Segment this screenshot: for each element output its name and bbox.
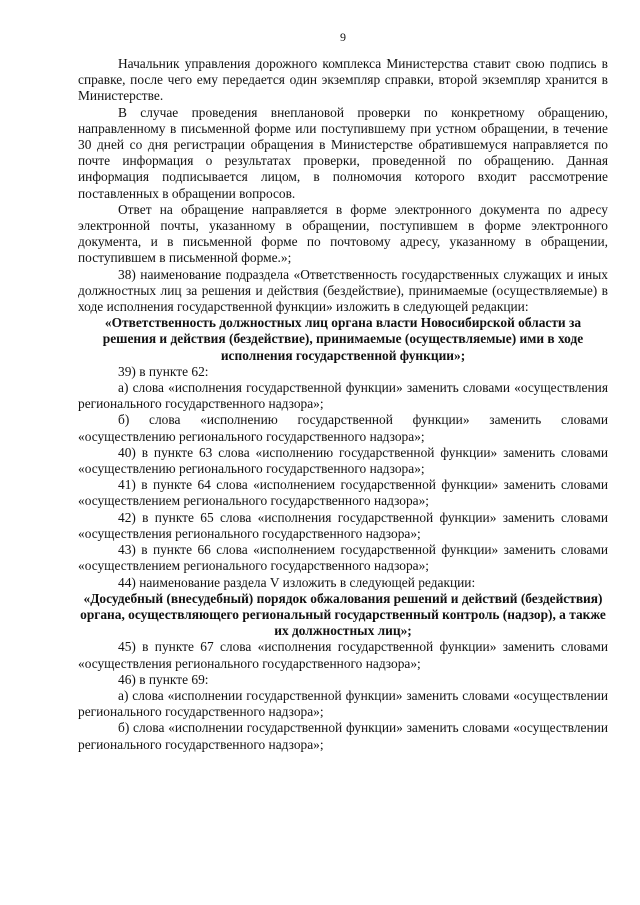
paragraph-item-39a: а) слова «исполнения государственной функции» заменить словами «осуществления регионального государственного надзора»; [78,380,608,412]
paragraph-item-42: 42) в пункте 65 слова «исполнения государственной функции» заменить словами «осуществления регионального государственного надзора»; [78,509,608,541]
paragraph-item-39: 39) в пункте 62: [118,363,209,379]
paragraph-unscheduled-inspection: В случае проведения внеплановой проверки по конкретному обращению, направленному в письменной форме или поступившему при устном обращении, в течение 30 дней со дня регистрации обращения в Министерстве обратившемуся направляется по почте информация о результатах проверки, проведенной по обращению. Данная информация подписывается лицом, в полномочия которого входит рассмотрение поставленных в обращении вопросов. [78,104,608,201]
paragraph-item-43: 43) в пункте 66 слова «исполнением государственной функции» заменить словами «осуществлением регионального государственного надзора»; [78,542,608,574]
heading-pretrial-appeal: «Досудебный (внесудебный) порядок обжалования решений и действий (бездействия) органа, осуществляющего региональный государственный контроль (надзор), а также их должностных лиц»; [80,590,606,639]
page-number: 9 [340,30,346,44]
paragraph-item-41: 41) в пункте 64 слова «исполнением государственной функции» заменить словами «осуществлением регионального государственного надзора»; [78,477,608,509]
paragraph-item-39b: б) слова «исполнению государственной функции» заменить словами «осуществлению регионального государственного надзора»; [78,412,608,444]
paragraph-signature: Начальник управления дорожного комплекса Министерства ставит свою подпись в справке, после чего ему передается один экземпляр справки, второй экземпляр хранится в Министерстве. [78,56,608,104]
heading-responsibility: «Ответственность должностных лиц органа власти Новосибирской области за решения и действия (бездействие), принимаемые (осуществляемые) ими в ходе исполнения государственной функции»; [102,315,584,363]
paragraph-item-46: 46) в пункте 69: [118,671,209,687]
paragraph-item-46b: б) слова «исполнении государственной функции» заменить словами «осуществлении регионального государственного надзора»; [78,720,608,752]
paragraph-item-46a: а) слова «исполнении государственной функции» заменить словами «осуществлении регионального государственного надзора»; [78,687,608,720]
paragraph-response-delivery: Ответ на обращение направляется в форме электронного документа по адресу электронной почты, указанному в обращении, поступившем в форме электронного документа, и в письменной форме по почтовому адресу, указанному в обращении, поступившем в письменной форме.»; [78,201,608,266]
paragraph-item-44: 44) наименование раздела V изложить в следующей редакции: [118,574,476,590]
paragraph-item-40: 40) в пункте 63 слова «исполнению государственной функции» заменить словами «осуществлению регионального государственного надзора»; [78,444,608,477]
paragraph-item-38: 38) наименование подраздела «Ответственность государственных служащих и иных должностных лиц за решения и действия (бездействие), принимаемые (осуществляемые) в ходе исполнения государственной функции» изложить в следующей редакции: [78,266,608,315]
paragraph-item-45: 45) в пункте 67 слова «исполнения государственной функции» заменить словами «осуществления регионального государственного надзора»; [78,639,608,671]
